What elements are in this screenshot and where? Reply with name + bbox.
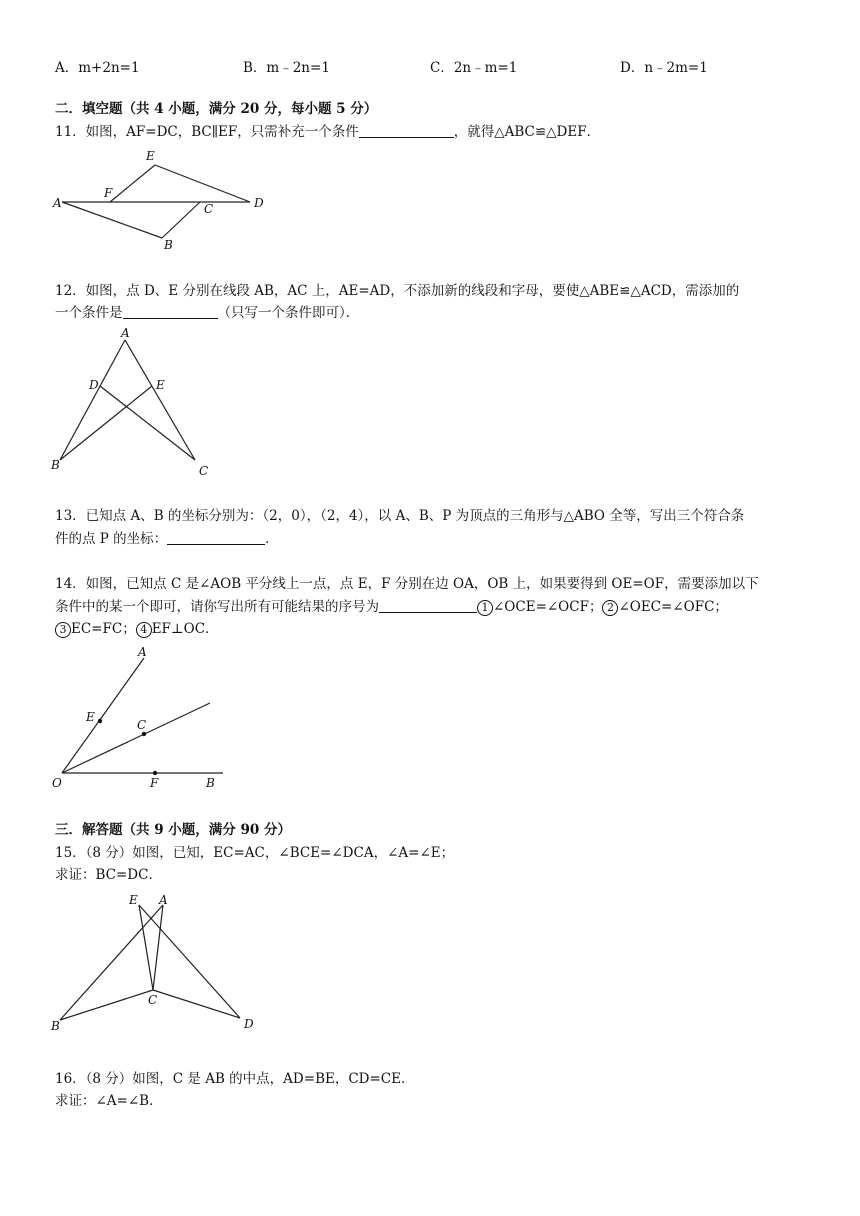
q11-post: ，就得△ABC≌△DEF． (453, 124, 601, 140)
q14-line2 (55, 598, 728, 616)
q14-line2-pre: 条件中的某一个即可，请你写出所有可能结果的序号为 (55, 599, 379, 615)
q13-line1: 13．已知点 A、B 的坐标分别为：（2，0），（2，4），以 A、B、P 为顶点的三角形与△ABO 全等，写出三个符合条 (55, 508, 745, 524)
q15-label-d: D (244, 1017, 254, 1031)
option-c: C．2n﹣m=1 (430, 60, 518, 76)
q13-line2-pre: 件的点 P 的坐标： (55, 531, 168, 547)
q12-line2-post: （只写一个条件即可）． (217, 305, 360, 321)
q14-circle-2: 2 (602, 600, 618, 616)
q11-label-c: C (204, 202, 214, 216)
q12-label-d: D (89, 378, 99, 392)
q12-label-a: A (121, 326, 130, 340)
q12-line2 (55, 304, 359, 322)
q11-text (55, 123, 600, 141)
q14-label-f: F (150, 776, 159, 790)
q11-line-bc (162, 202, 200, 238)
q14-circle-4: 4 (136, 622, 152, 638)
q14-point-c (142, 732, 146, 736)
q14-opt3: EC=FC； (71, 621, 136, 637)
q11-figure (50, 145, 280, 255)
q16-line1: 16．（8 分）如图，C 是 AB 的中点，AD=BE，CD=CE． (55, 1071, 415, 1087)
q14-circle-3: 3 (55, 622, 71, 638)
q16-line2: 求证：∠A=∠B． (55, 1093, 163, 1109)
q15-label-e: E (129, 893, 138, 907)
q12-blank (123, 304, 218, 319)
q14-blank (379, 598, 477, 613)
q12-label-e: E (156, 378, 165, 392)
q15-label-a: A (159, 893, 168, 907)
q12-label-b: B (51, 458, 60, 472)
q11-label-d: D (254, 196, 264, 210)
q11-label-e: E (146, 149, 155, 163)
q14-ray-oa (62, 658, 147, 773)
q14-line1: 14．如图，已知点 C 是∠AOB 平分线上一点，点 E，F 分别在边 OA，OB 上，如果要得到 OE=OF，需要添加以下 (55, 576, 759, 592)
q11-label-a: A (53, 196, 62, 210)
q14-line3 (55, 620, 219, 638)
q14-opt4: EF⊥OC． (151, 621, 219, 637)
q11-label-b: B (164, 238, 173, 252)
option-d: D．n﹣2m=1 (620, 60, 708, 76)
q15-line-ac (153, 905, 163, 990)
q12-figure (45, 325, 225, 480)
q14-point-e (98, 719, 102, 723)
q14-opt1: ∠OCE=∠OCF； (493, 599, 603, 615)
q14-opt2: ∠OEC=∠OFC； (618, 599, 728, 615)
q14-figure (48, 643, 233, 793)
q11-line-fe (110, 165, 155, 202)
q12-line-ab (60, 340, 125, 460)
q15-line2: 求证：BC=DC． (55, 867, 162, 883)
section2-title: 二．填空题（共 4 小题，满分 20 分，每小题 5 分） (55, 101, 378, 117)
q13-line2-post: ． (265, 531, 279, 547)
q14-label-b: B (206, 776, 215, 790)
q14-label-o: O (52, 776, 62, 790)
q15-line1: 15．（8 分）如图，已知，EC=AC，∠BCE=∠DCA，∠A=∠E； (55, 845, 455, 861)
q14-circle-1: 1 (477, 600, 493, 616)
q11-blank (359, 123, 454, 138)
q11-label-f: F (104, 186, 113, 200)
q15-label-b: B (51, 1019, 60, 1033)
q15-label-c: C (148, 993, 158, 1007)
section3-title: 三．解答题（共 9 小题，满分 90 分） (55, 822, 291, 838)
q12-line-be (60, 386, 152, 460)
q11-line-ed (155, 165, 250, 202)
q14-label-e: E (86, 710, 95, 724)
q14-label-c: C (137, 718, 147, 732)
q12-line-cd (100, 386, 195, 460)
q12-line1: 12．如图，点 D、E 分别在线段 AB，AC 上，AE=AD，不添加新的线段和字母，要使△ABE≌△ACD，需添加的 (55, 283, 740, 299)
q11-line-ab (62, 202, 162, 238)
q15-figure (45, 890, 270, 1040)
q14-point-f (153, 771, 157, 775)
q12-label-c: C (199, 464, 209, 478)
q13-line2 (55, 530, 279, 548)
q14-ray-oc (62, 703, 210, 773)
q11-pre: 11．如图，AF=DC，BC∥EF，只需补充一个条件 (55, 124, 359, 140)
q13-blank (167, 530, 265, 545)
q12-line2-pre: 一个条件是 (55, 305, 123, 321)
option-a: A．m+2n=1 (55, 60, 140, 76)
option-b: B．m﹣2n=1 (243, 60, 330, 76)
q14-label-a: A (138, 645, 147, 659)
